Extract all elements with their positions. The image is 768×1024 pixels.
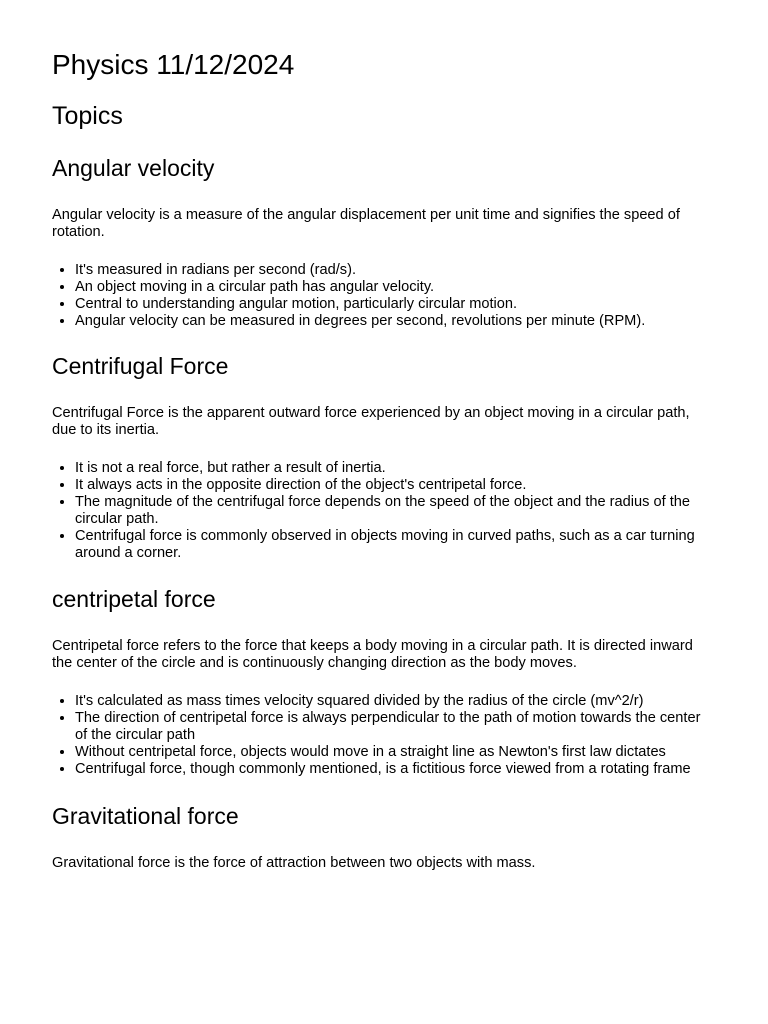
list-item: • Centrifugal force, though commonly mentioned, is a fictitious force viewed from a rotating frame — [75, 761, 716, 778]
section-centrifugal-force — [52, 352, 716, 562]
list-item: • It's calculated as mass times velocity squared divided by the radius of the circle (mv^2/r) — [75, 693, 716, 710]
list-item: • An object moving in a circular path has angular velocity. — [75, 279, 716, 296]
list-item: • It's measured in radians per second (rad/s). — [75, 262, 716, 279]
list-item: • Centrifugal force is commonly observed in objects moving in curved paths, such as a car turning around a corner. — [75, 528, 716, 562]
section-heading: Centrifugal Force — [52, 353, 229, 379]
section-centripetal-force — [52, 585, 716, 778]
section-heading: Gravitational force — [52, 803, 239, 829]
list-item: • It always acts in the opposite direction of the object's centripetal force. — [75, 477, 716, 494]
section-paragraph: Centrifugal Force is the apparent outward force experienced by an object moving in a circular path, due to its inertia. — [52, 405, 690, 438]
list-item: • It is not a real force, but rather a result of inertia. — [75, 460, 716, 477]
section-angular-velocity — [52, 154, 716, 330]
list-item: • The magnitude of the centrifugal force depends on the speed of the object and the radius of the circular path. — [75, 494, 716, 528]
section-gravitational-force — [52, 802, 716, 872]
list-item: • Without centripetal force, objects would move in a straight line as Newton's first law dictates — [75, 744, 716, 761]
section-paragraph: Angular velocity is a measure of the angular displacement per unit time and signifies the speed of rotation. — [52, 207, 680, 240]
list-item: • Angular velocity can be measured in degrees per second, revolutions per minute (RPM). — [75, 313, 716, 330]
section-paragraph: Centripetal force refers to the force that keeps a body moving in a circular path. It is directed inward the center of the circle and is continuously changing direction as the body moves. — [52, 638, 693, 671]
section-heading: centripetal force — [52, 586, 216, 612]
bullet-list — [52, 693, 716, 778]
bullet-list — [52, 262, 716, 330]
list-item: • Central to understanding angular motion, particularly circular motion. — [75, 296, 716, 313]
list-item: • The direction of centripetal force is always perpendicular to the path of motion towards the center of the circular path — [75, 710, 716, 744]
topics-heading: Topics — [52, 102, 123, 130]
section-heading: Angular velocity — [52, 155, 215, 181]
page-title: Physics 11/12/2024 — [52, 49, 295, 80]
section-paragraph: Gravitational force is the force of attraction between two objects with mass. — [52, 855, 536, 871]
bullet-list — [52, 460, 716, 562]
